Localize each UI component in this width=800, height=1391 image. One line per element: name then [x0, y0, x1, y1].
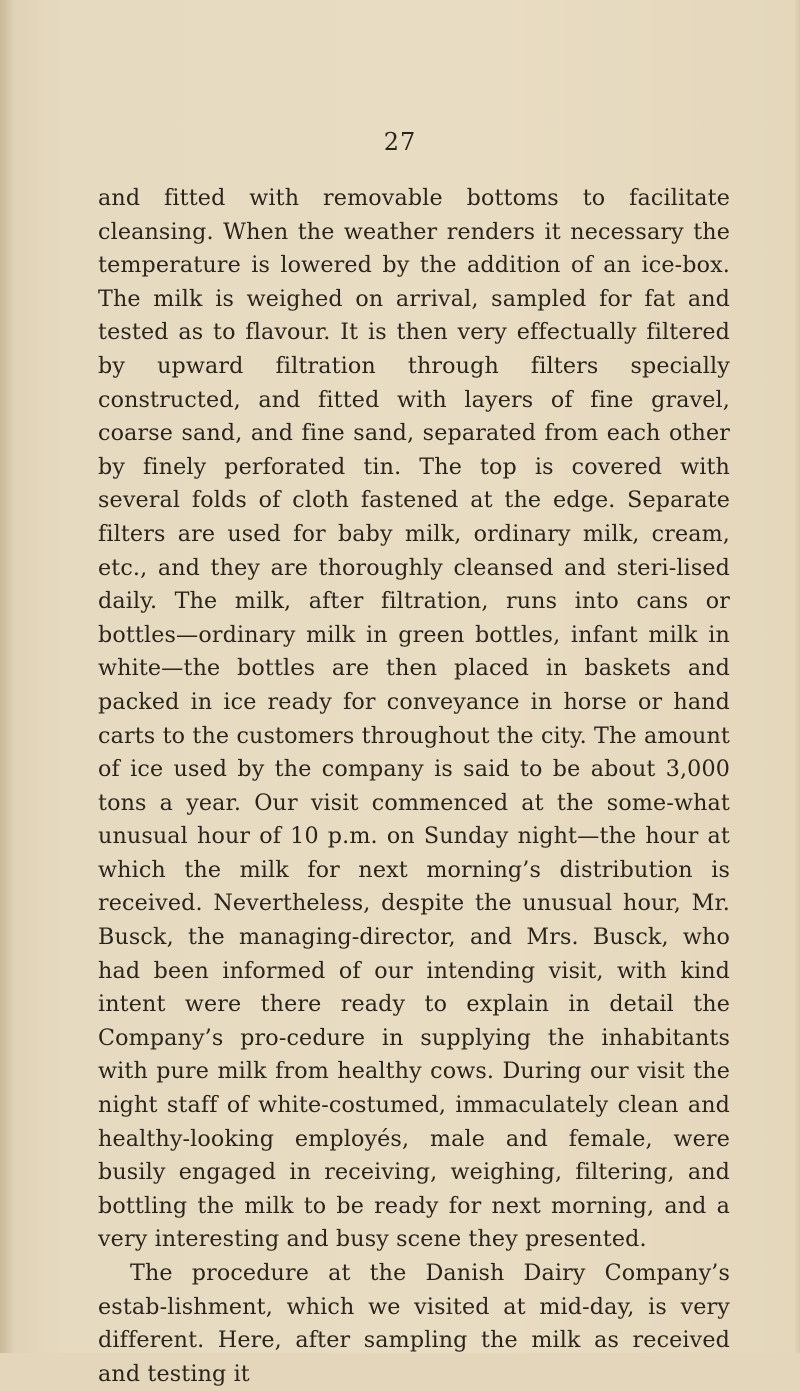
- paragraph-2: The procedure at the Danish Dairy Company’s estab-lishment, which we visited at mid-day, is very different. Here, after sampling the milk as received and testing it: [98, 1260, 730, 1387]
- body-text: [98, 182, 730, 1391]
- page-gutter-shadow: [0, 0, 14, 1353]
- page-number: 27: [383, 128, 417, 156]
- paragraph-1: and fitted with removable bottoms to facilitate cleansing. When the weather renders it necessary the temperature is lowered by the addition of an ice-box. The milk is weighed on arrival, sampled for fat and tested as to flavour. It is then very effectually filtered by upward filtration through filters specially constructed, and fitted with layers of fine gravel, coarse sand, and fine sand, separated from each other by finely perforated tin. The top is covered with several folds of cloth fastened at the edge. Separate filters are used for baby milk, ordinary milk, cream, etc., and they are thoroughly cleansed and steri-lised daily. The milk, after filtration, runs into cans or bottles—ordinary milk in green bottles, infant milk in white—the bottles are then placed in baskets and packed in ice ready for conveyance in horse or hand carts to the customers throughout the city. The amount of ice used by the company is said to be about 3,000 tons a year. Our visit commenced at the some-what unusual hour of 10 p.m. on Sunday night—the hour at which the milk for next morning’s distribution is received. Nevertheless, despite the unusual hour, Mr. Busck, the managing-director, and Mrs. Busck, who had been informed of our intending visit, with kind intent were there ready to explain in detail the Company’s pro-cedure in supplying the inhabitants with pure milk from healthy cows. During our visit the night staff of white-costumed, immaculately clean and healthy-looking employés, male and female, were busily engaged in receiving, weighing, filtering, and bottling the milk to be ready for next morning, and a very interesting and busy scene they presented.: [98, 185, 730, 1253]
- page-edge: [794, 0, 800, 1353]
